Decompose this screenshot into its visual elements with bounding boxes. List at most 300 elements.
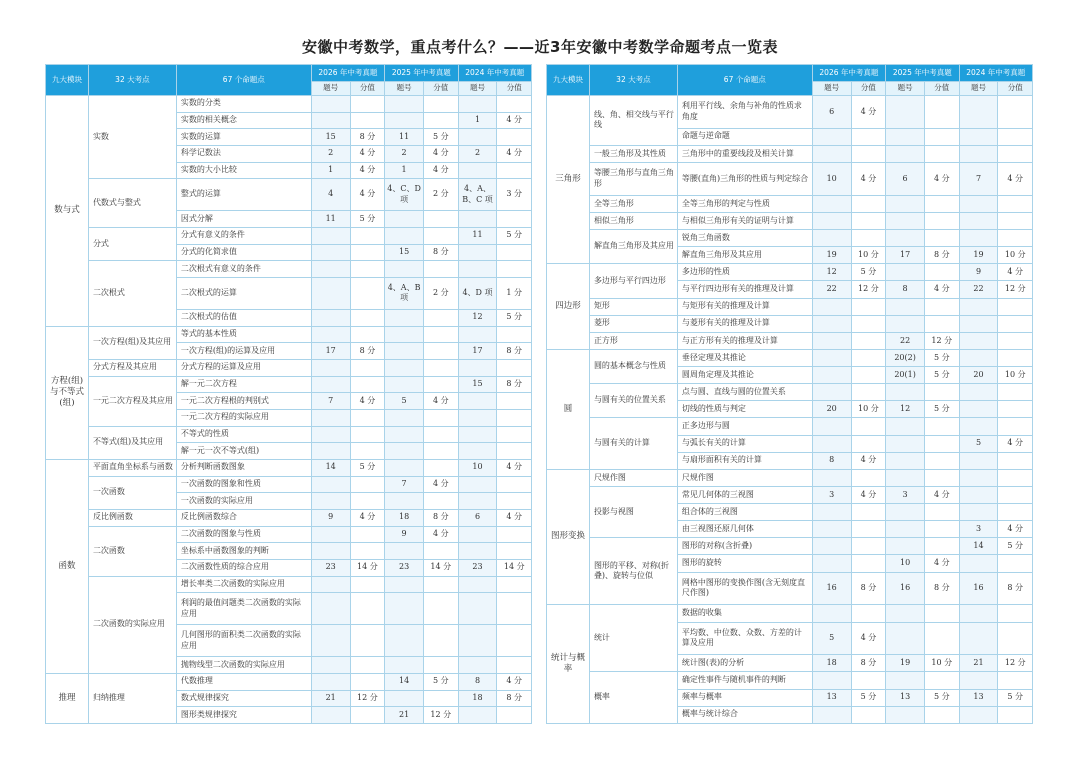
point-cell: 统计 bbox=[589, 605, 677, 672]
score-cell bbox=[851, 605, 885, 622]
table-row bbox=[46, 179, 532, 211]
question-number-cell bbox=[959, 452, 998, 469]
question-number-cell bbox=[886, 315, 925, 332]
score-cell bbox=[925, 706, 959, 723]
module-cell: 函数 bbox=[46, 459, 89, 673]
item-cell: 一元二次方程的实际应用 bbox=[176, 409, 311, 426]
score-cell: 12 分 bbox=[998, 655, 1033, 672]
score-cell: 4 分 bbox=[998, 163, 1033, 196]
table-row bbox=[46, 376, 532, 393]
question-number-cell bbox=[311, 359, 350, 376]
score-cell bbox=[925, 212, 959, 229]
score-cell bbox=[925, 521, 959, 538]
header-year: 2025 年中考真题 bbox=[385, 65, 458, 82]
score-cell: 8 分 bbox=[424, 244, 458, 261]
score-cell bbox=[851, 298, 885, 315]
question-number-cell bbox=[886, 264, 925, 281]
point-cell: 图形的平移、对称(折叠)、旋转与位似 bbox=[589, 538, 677, 605]
question-number-cell: 11 bbox=[385, 129, 424, 146]
question-number-cell: 10 bbox=[886, 555, 925, 572]
question-number-cell: 1 bbox=[311, 162, 350, 179]
score-cell: 10 分 bbox=[998, 247, 1033, 264]
question-number-cell bbox=[812, 298, 851, 315]
score-cell: 3 分 bbox=[497, 179, 532, 211]
question-number-cell bbox=[458, 543, 497, 560]
score-cell bbox=[497, 162, 532, 179]
score-cell bbox=[424, 657, 458, 674]
question-number-cell: 18 bbox=[385, 509, 424, 526]
score-cell bbox=[497, 707, 532, 724]
question-number-cell bbox=[311, 96, 350, 113]
score-cell bbox=[925, 298, 959, 315]
question-number-cell: 5 bbox=[959, 435, 998, 452]
score-cell: 4 分 bbox=[998, 264, 1033, 281]
question-number-cell bbox=[385, 459, 424, 476]
question-number-cell bbox=[385, 543, 424, 560]
question-number-cell bbox=[886, 96, 925, 129]
score-cell: 2 分 bbox=[424, 277, 458, 309]
question-number-cell bbox=[458, 526, 497, 543]
header-qno: 题号 bbox=[812, 82, 851, 96]
score-cell: 4 分 bbox=[350, 393, 384, 410]
header-module: 九大模块 bbox=[46, 65, 89, 96]
table-row bbox=[547, 163, 1033, 196]
table-row bbox=[547, 145, 1033, 162]
question-number-cell bbox=[458, 426, 497, 443]
item-cell: 反比例函数综合 bbox=[176, 509, 311, 526]
question-number-cell bbox=[385, 343, 424, 360]
table-row bbox=[547, 315, 1033, 332]
table-row bbox=[547, 672, 1033, 689]
question-number-cell bbox=[812, 230, 851, 247]
question-number-cell bbox=[385, 625, 424, 657]
score-cell: 5 分 bbox=[925, 349, 959, 366]
question-number-cell bbox=[812, 521, 851, 538]
score-cell bbox=[998, 128, 1033, 145]
score-cell bbox=[350, 543, 384, 560]
question-number-cell bbox=[812, 504, 851, 521]
score-cell bbox=[998, 622, 1033, 655]
score-cell: 4 分 bbox=[350, 179, 384, 211]
question-number-cell bbox=[886, 212, 925, 229]
score-cell bbox=[350, 277, 384, 309]
item-cell: 与弧长有关的计算 bbox=[677, 435, 812, 452]
score-cell bbox=[424, 576, 458, 593]
table-row bbox=[547, 605, 1033, 622]
score-cell bbox=[998, 504, 1033, 521]
header-module: 九大模块 bbox=[547, 65, 590, 96]
score-cell bbox=[350, 96, 384, 113]
item-cell: 利用平行线、余角与补角的性质求角度 bbox=[677, 96, 812, 129]
score-cell bbox=[424, 359, 458, 376]
question-number-cell bbox=[959, 706, 998, 723]
score-cell bbox=[497, 526, 532, 543]
score-cell bbox=[925, 504, 959, 521]
item-cell: 不等式的性质 bbox=[176, 426, 311, 443]
score-cell bbox=[998, 469, 1033, 486]
score-cell bbox=[350, 443, 384, 460]
question-number-cell: 16 bbox=[886, 572, 925, 605]
item-cell: 三角形中的重要线段及相关计算 bbox=[677, 145, 812, 162]
item-cell: 等式的基本性质 bbox=[176, 326, 311, 343]
score-cell: 4 分 bbox=[497, 459, 532, 476]
question-number-cell bbox=[886, 418, 925, 435]
item-cell: 二次函数性质的综合应用 bbox=[176, 559, 311, 576]
header-qno: 题号 bbox=[311, 82, 350, 96]
score-cell: 5 分 bbox=[998, 538, 1033, 555]
question-number-cell bbox=[385, 261, 424, 278]
question-number-cell bbox=[458, 409, 497, 426]
question-number-cell bbox=[812, 145, 851, 162]
item-cell: 数据的收集 bbox=[677, 605, 812, 622]
question-number-cell bbox=[886, 452, 925, 469]
score-cell: 4 分 bbox=[424, 146, 458, 163]
question-number-cell bbox=[886, 622, 925, 655]
question-number-cell bbox=[959, 605, 998, 622]
point-cell: 与圆有关的计算 bbox=[589, 418, 677, 469]
point-cell: 不等式(组)及其应用 bbox=[88, 426, 176, 459]
score-cell bbox=[925, 672, 959, 689]
item-cell: 与平行四边形有关的推理及计算 bbox=[677, 281, 812, 298]
header-item: 67 个命题点 bbox=[176, 65, 311, 96]
score-cell bbox=[998, 332, 1033, 349]
point-cell: 一次方程(组)及其应用 bbox=[88, 326, 176, 359]
question-number-cell bbox=[812, 469, 851, 486]
score-cell: 8 分 bbox=[925, 247, 959, 264]
score-cell bbox=[424, 543, 458, 560]
question-number-cell: 13 bbox=[959, 689, 998, 706]
question-number-cell: 13 bbox=[812, 689, 851, 706]
score-cell bbox=[998, 212, 1033, 229]
score-cell: 5 分 bbox=[925, 367, 959, 384]
score-cell bbox=[851, 504, 885, 521]
item-cell: 命题与逆命题 bbox=[677, 128, 812, 145]
point-cell: 一元二次方程及其应用 bbox=[88, 376, 176, 426]
score-cell bbox=[851, 538, 885, 555]
question-number-cell bbox=[311, 309, 350, 326]
table-row bbox=[46, 673, 532, 690]
question-number-cell bbox=[812, 367, 851, 384]
score-cell bbox=[497, 211, 532, 228]
question-number-cell: 19 bbox=[886, 655, 925, 672]
question-number-cell bbox=[886, 706, 925, 723]
question-number-cell bbox=[458, 359, 497, 376]
point-cell: 尺规作图 bbox=[589, 469, 677, 486]
question-number-cell bbox=[959, 384, 998, 401]
score-cell: 4 分 bbox=[497, 112, 532, 129]
score-cell bbox=[851, 435, 885, 452]
score-cell bbox=[925, 418, 959, 435]
header-year: 2026 年中考真题 bbox=[311, 65, 384, 82]
question-number-cell bbox=[385, 112, 424, 129]
question-number-cell: 6 bbox=[886, 163, 925, 196]
item-cell: 分析判断函数图象 bbox=[176, 459, 311, 476]
question-number-cell bbox=[812, 605, 851, 622]
question-number-cell bbox=[959, 195, 998, 212]
score-cell bbox=[424, 625, 458, 657]
score-cell bbox=[350, 625, 384, 657]
score-cell bbox=[851, 384, 885, 401]
question-number-cell bbox=[812, 315, 851, 332]
exam-point-table-right bbox=[546, 64, 1033, 724]
score-cell: 10 分 bbox=[998, 367, 1033, 384]
item-cell: 与矩形有关的推理及计算 bbox=[677, 298, 812, 315]
score-cell bbox=[497, 261, 532, 278]
item-cell: 实数的分类 bbox=[176, 96, 311, 113]
score-cell bbox=[497, 543, 532, 560]
question-number-cell bbox=[959, 555, 998, 572]
item-cell: 二次根式有意义的条件 bbox=[176, 261, 311, 278]
item-cell: 整式的运算 bbox=[176, 179, 311, 211]
question-number-cell bbox=[311, 443, 350, 460]
score-cell: 8 分 bbox=[851, 655, 885, 672]
score-cell bbox=[350, 526, 384, 543]
question-number-cell: 7 bbox=[311, 393, 350, 410]
table-row bbox=[547, 469, 1033, 486]
question-number-cell bbox=[812, 349, 851, 366]
question-number-cell bbox=[385, 576, 424, 593]
score-cell: 5 分 bbox=[497, 227, 532, 244]
question-number-cell bbox=[959, 230, 998, 247]
score-cell bbox=[851, 332, 885, 349]
question-number-cell: 3 bbox=[812, 486, 851, 503]
score-cell bbox=[424, 459, 458, 476]
question-number-cell bbox=[959, 401, 998, 418]
question-number-cell: 14 bbox=[959, 538, 998, 555]
item-cell: 尺规作图 bbox=[677, 469, 812, 486]
score-cell bbox=[851, 349, 885, 366]
question-number-cell bbox=[385, 326, 424, 343]
question-number-cell bbox=[959, 145, 998, 162]
question-number-cell bbox=[311, 657, 350, 674]
item-cell: 增长率类二次函数的实际应用 bbox=[176, 576, 311, 593]
score-cell: 14 分 bbox=[497, 559, 532, 576]
question-number-cell bbox=[886, 504, 925, 521]
score-cell bbox=[350, 112, 384, 129]
item-cell: 与相似三角形有关的证明与计算 bbox=[677, 212, 812, 229]
score-cell: 12 分 bbox=[851, 281, 885, 298]
score-cell bbox=[925, 605, 959, 622]
item-cell: 实数的运算 bbox=[176, 129, 311, 146]
score-cell: 14 分 bbox=[350, 559, 384, 576]
score-cell: 5 分 bbox=[424, 129, 458, 146]
score-cell: 4 分 bbox=[497, 509, 532, 526]
question-number-cell bbox=[886, 469, 925, 486]
score-cell bbox=[497, 657, 532, 674]
score-cell: 4 分 bbox=[925, 555, 959, 572]
question-number-cell bbox=[385, 426, 424, 443]
score-cell bbox=[497, 359, 532, 376]
score-cell bbox=[998, 486, 1033, 503]
question-number-cell: 3 bbox=[886, 486, 925, 503]
question-number-cell: 12 bbox=[458, 309, 497, 326]
question-number-cell: 14 bbox=[385, 673, 424, 690]
item-cell: 二次根式的估值 bbox=[176, 309, 311, 326]
question-number-cell: 2 bbox=[311, 146, 350, 163]
score-cell bbox=[497, 476, 532, 493]
question-number-cell: 15 bbox=[458, 376, 497, 393]
question-number-cell: 8 bbox=[812, 452, 851, 469]
point-cell: 多边形与平行四边形 bbox=[589, 264, 677, 298]
question-number-cell bbox=[311, 227, 350, 244]
question-number-cell bbox=[886, 672, 925, 689]
header-point: 32 大考点 bbox=[88, 65, 176, 96]
question-number-cell: 5 bbox=[385, 393, 424, 410]
table-row bbox=[46, 227, 532, 244]
score-cell bbox=[497, 426, 532, 443]
item-cell: 分式方程的运算及应用 bbox=[176, 359, 311, 376]
score-cell bbox=[424, 326, 458, 343]
question-number-cell: 20(1) bbox=[886, 367, 925, 384]
item-cell: 网格中图形的变换作图(含无刻度直尺作图) bbox=[677, 572, 812, 605]
question-number-cell bbox=[311, 426, 350, 443]
score-cell bbox=[851, 706, 885, 723]
item-cell: 多边形的性质 bbox=[677, 264, 812, 281]
point-cell: 实数 bbox=[88, 96, 176, 179]
question-number-cell bbox=[385, 443, 424, 460]
question-number-cell bbox=[959, 298, 998, 315]
header-score: 分值 bbox=[497, 82, 532, 96]
question-number-cell bbox=[959, 622, 998, 655]
question-number-cell: 13 bbox=[886, 689, 925, 706]
question-number-cell: 20 bbox=[812, 401, 851, 418]
item-cell: 利润的最值问题类二次函数的实际应用 bbox=[176, 593, 311, 625]
question-number-cell: 19 bbox=[959, 247, 998, 264]
score-cell bbox=[925, 622, 959, 655]
question-number-cell: 16 bbox=[812, 572, 851, 605]
question-number-cell bbox=[458, 326, 497, 343]
score-cell: 4 分 bbox=[851, 622, 885, 655]
question-number-cell: 18 bbox=[458, 690, 497, 707]
item-cell: 几何图形的面积类二次函数的实际应用 bbox=[176, 625, 311, 657]
score-cell bbox=[851, 555, 885, 572]
question-number-cell bbox=[385, 593, 424, 625]
item-cell: 概率与统计综合 bbox=[677, 706, 812, 723]
question-number-cell: 21 bbox=[385, 707, 424, 724]
module-cell: 方程(组)与不等式(组) bbox=[46, 326, 89, 459]
item-cell: 因式分解 bbox=[176, 211, 311, 228]
score-cell bbox=[350, 261, 384, 278]
score-cell bbox=[424, 343, 458, 360]
score-cell bbox=[925, 264, 959, 281]
score-cell: 4 分 bbox=[350, 146, 384, 163]
score-cell: 8 分 bbox=[350, 129, 384, 146]
item-cell: 确定性事件与随机事件的判断 bbox=[677, 672, 812, 689]
table-row bbox=[46, 459, 532, 476]
item-cell: 图形的对称(含折叠) bbox=[677, 538, 812, 555]
question-number-cell bbox=[959, 128, 998, 145]
table-row bbox=[547, 96, 1033, 129]
score-cell bbox=[424, 309, 458, 326]
question-number-cell bbox=[812, 418, 851, 435]
item-cell: 二次根式的运算 bbox=[176, 277, 311, 309]
question-number-cell bbox=[385, 96, 424, 113]
score-cell bbox=[998, 672, 1033, 689]
question-number-cell bbox=[812, 435, 851, 452]
point-cell: 二次函数 bbox=[88, 526, 176, 576]
question-number-cell: 8 bbox=[458, 673, 497, 690]
table-row bbox=[547, 384, 1033, 401]
table-row bbox=[547, 298, 1033, 315]
question-number-cell bbox=[959, 672, 998, 689]
question-number-cell bbox=[311, 673, 350, 690]
question-number-cell bbox=[385, 690, 424, 707]
table-row bbox=[46, 526, 532, 543]
table-row bbox=[46, 426, 532, 443]
question-number-cell: 23 bbox=[385, 559, 424, 576]
score-cell bbox=[925, 538, 959, 555]
point-cell: 归纳推理 bbox=[88, 673, 176, 723]
item-cell: 图形的旋转 bbox=[677, 555, 812, 572]
question-number-cell: 10 bbox=[458, 459, 497, 476]
question-number-cell: 10 bbox=[812, 163, 851, 196]
question-number-cell bbox=[311, 493, 350, 510]
score-cell bbox=[851, 418, 885, 435]
score-cell: 5 分 bbox=[851, 689, 885, 706]
question-number-cell bbox=[959, 486, 998, 503]
exam-point-table-left bbox=[45, 64, 532, 724]
question-number-cell: 23 bbox=[311, 559, 350, 576]
score-cell bbox=[350, 359, 384, 376]
point-cell: 一般三角形及其性质 bbox=[589, 145, 677, 162]
score-cell bbox=[998, 96, 1033, 129]
score-cell bbox=[925, 230, 959, 247]
question-number-cell bbox=[886, 521, 925, 538]
score-cell bbox=[350, 673, 384, 690]
question-number-cell bbox=[385, 409, 424, 426]
item-cell: 实数的相关概念 bbox=[176, 112, 311, 129]
score-cell bbox=[998, 145, 1033, 162]
score-cell bbox=[925, 435, 959, 452]
question-number-cell: 9 bbox=[311, 509, 350, 526]
question-number-cell bbox=[959, 315, 998, 332]
header-year: 2025 年中考真题 bbox=[886, 65, 959, 82]
question-number-cell bbox=[458, 393, 497, 410]
score-cell: 5 分 bbox=[350, 211, 384, 228]
point-cell: 相似三角形 bbox=[589, 212, 677, 229]
question-number-cell: 17 bbox=[458, 343, 497, 360]
point-cell: 正方形 bbox=[589, 332, 677, 349]
table-row bbox=[46, 261, 532, 278]
score-cell bbox=[925, 452, 959, 469]
score-cell bbox=[497, 409, 532, 426]
question-number-cell bbox=[311, 326, 350, 343]
header-score: 分值 bbox=[998, 82, 1033, 96]
score-cell bbox=[424, 112, 458, 129]
item-cell: 图形类规律探究 bbox=[176, 707, 311, 724]
header-qno: 题号 bbox=[886, 82, 925, 96]
question-number-cell bbox=[812, 332, 851, 349]
question-number-cell: 19 bbox=[812, 247, 851, 264]
question-number-cell bbox=[959, 332, 998, 349]
score-cell bbox=[497, 326, 532, 343]
question-number-cell: 22 bbox=[959, 281, 998, 298]
item-cell: 解一元一次不等式(组) bbox=[176, 443, 311, 460]
question-number-cell bbox=[458, 625, 497, 657]
question-number-cell bbox=[311, 261, 350, 278]
score-cell: 5 分 bbox=[998, 689, 1033, 706]
point-cell: 代数式与整式 bbox=[88, 179, 176, 228]
item-cell: 二次函数的图象与性质 bbox=[176, 526, 311, 543]
question-number-cell: 9 bbox=[385, 526, 424, 543]
question-number-cell bbox=[385, 309, 424, 326]
score-cell bbox=[424, 593, 458, 625]
score-cell: 8 分 bbox=[925, 572, 959, 605]
table-row bbox=[547, 538, 1033, 555]
question-number-cell: 4、D 项 bbox=[458, 277, 497, 309]
item-cell: 解一元二次方程 bbox=[176, 376, 311, 393]
score-cell bbox=[424, 376, 458, 393]
